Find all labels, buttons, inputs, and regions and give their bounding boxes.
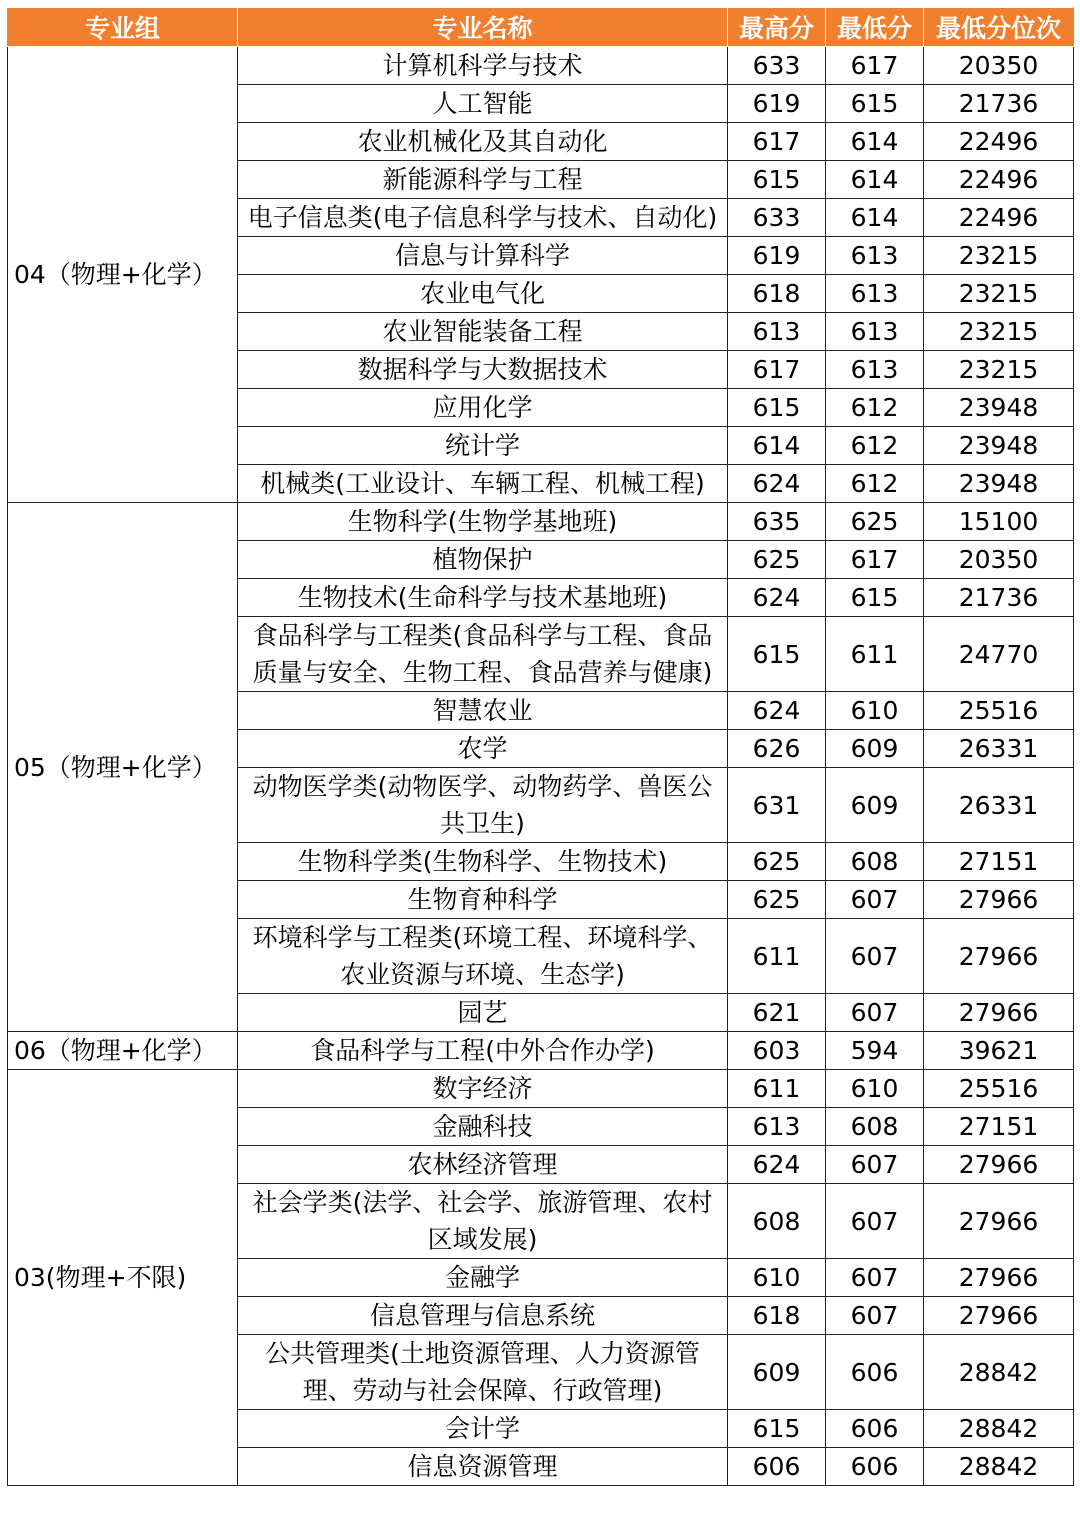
max-score-cell: 615 xyxy=(728,1410,826,1448)
min-score-cell: 607 xyxy=(826,919,924,994)
min-rank-cell: 23948 xyxy=(924,389,1074,427)
min-rank-cell: 23215 xyxy=(924,275,1074,313)
min-score-cell: 606 xyxy=(826,1335,924,1410)
max-score-cell: 606 xyxy=(728,1448,826,1486)
min-rank-cell: 23215 xyxy=(924,313,1074,351)
max-score-cell: 625 xyxy=(728,881,826,919)
major-cell: 生物科学(生物学基地班) xyxy=(238,503,728,541)
major-cell: 机械类(工业设计、车辆工程、机械工程) xyxy=(238,465,728,503)
min-rank-cell: 28842 xyxy=(924,1335,1074,1410)
max-score-cell: 625 xyxy=(728,541,826,579)
group-cell: 03(物理+不限) xyxy=(8,1070,238,1486)
header-max-score: 最高分 xyxy=(728,8,826,47)
min-rank-cell: 27151 xyxy=(924,843,1074,881)
min-rank-cell: 27966 xyxy=(924,1259,1074,1297)
min-rank-cell: 27966 xyxy=(924,994,1074,1032)
table-row xyxy=(8,503,1074,541)
min-rank-cell: 22496 xyxy=(924,123,1074,161)
major-cell: 会计学 xyxy=(238,1410,728,1448)
max-score-cell: 613 xyxy=(728,313,826,351)
major-cell: 园艺 xyxy=(238,994,728,1032)
min-rank-cell: 22496 xyxy=(924,199,1074,237)
major-cell: 金融学 xyxy=(238,1259,728,1297)
max-score-cell: 617 xyxy=(728,351,826,389)
max-score-cell: 615 xyxy=(728,389,826,427)
min-rank-cell: 27966 xyxy=(924,919,1074,994)
max-score-cell: 635 xyxy=(728,503,826,541)
header-group: 专业组 xyxy=(8,8,238,47)
header-min-score: 最低分 xyxy=(826,8,924,47)
min-score-cell: 614 xyxy=(826,161,924,199)
min-score-cell: 615 xyxy=(826,579,924,617)
min-rank-cell: 39621 xyxy=(924,1032,1074,1070)
major-cell: 环境科学与工程类(环境工程、环境科学、农业资源与环境、生态学) xyxy=(238,919,728,994)
max-score-cell: 626 xyxy=(728,730,826,768)
max-score-cell: 619 xyxy=(728,85,826,123)
min-rank-cell: 27966 xyxy=(924,1146,1074,1184)
max-score-cell: 614 xyxy=(728,427,826,465)
major-cell: 农林经济管理 xyxy=(238,1146,728,1184)
min-score-cell: 607 xyxy=(826,1297,924,1335)
min-score-cell: 607 xyxy=(826,1184,924,1259)
min-score-cell: 607 xyxy=(826,1259,924,1297)
min-score-cell: 613 xyxy=(826,275,924,313)
min-score-cell: 613 xyxy=(826,351,924,389)
table-header xyxy=(8,8,1074,47)
min-rank-cell: 22496 xyxy=(924,161,1074,199)
major-cell: 信息管理与信息系统 xyxy=(238,1297,728,1335)
min-rank-cell: 23215 xyxy=(924,351,1074,389)
major-cell: 金融科技 xyxy=(238,1108,728,1146)
min-score-cell: 609 xyxy=(826,768,924,843)
min-score-cell: 614 xyxy=(826,123,924,161)
max-score-cell: 621 xyxy=(728,994,826,1032)
major-cell: 智慧农业 xyxy=(238,692,728,730)
max-score-cell: 633 xyxy=(728,47,826,85)
major-cell: 生物技术(生命科学与技术基地班) xyxy=(238,579,728,617)
major-cell: 生物育种科学 xyxy=(238,881,728,919)
min-rank-cell: 23948 xyxy=(924,465,1074,503)
min-rank-cell: 27966 xyxy=(924,1184,1074,1259)
min-score-cell: 606 xyxy=(826,1448,924,1486)
max-score-cell: 618 xyxy=(728,1297,826,1335)
min-score-cell: 612 xyxy=(826,427,924,465)
min-score-cell: 613 xyxy=(826,237,924,275)
min-score-cell: 612 xyxy=(826,389,924,427)
min-score-cell: 607 xyxy=(826,881,924,919)
major-cell: 统计学 xyxy=(238,427,728,465)
max-score-cell: 624 xyxy=(728,692,826,730)
admission-score-table xyxy=(7,7,1074,1486)
min-rank-cell: 27966 xyxy=(924,1297,1074,1335)
min-rank-cell: 15100 xyxy=(924,503,1074,541)
min-rank-cell: 28842 xyxy=(924,1410,1074,1448)
min-rank-cell: 26331 xyxy=(924,768,1074,843)
max-score-cell: 615 xyxy=(728,161,826,199)
max-score-cell: 611 xyxy=(728,919,826,994)
max-score-cell: 615 xyxy=(728,617,826,692)
group-cell: 06（物理+化学） xyxy=(8,1032,238,1070)
table-row xyxy=(8,1032,1074,1070)
max-score-cell: 603 xyxy=(728,1032,826,1070)
group-cell: 04（物理+化学） xyxy=(8,47,238,503)
major-cell: 数字经济 xyxy=(238,1070,728,1108)
min-score-cell: 610 xyxy=(826,692,924,730)
min-rank-cell: 25516 xyxy=(924,692,1074,730)
min-score-cell: 614 xyxy=(826,199,924,237)
max-score-cell: 624 xyxy=(728,1146,826,1184)
header-row xyxy=(8,8,1074,47)
min-score-cell: 606 xyxy=(826,1410,924,1448)
min-rank-cell: 20350 xyxy=(924,47,1074,85)
major-cell: 电子信息类(电子信息科学与技术、自动化) xyxy=(238,199,728,237)
min-rank-cell: 21736 xyxy=(924,85,1074,123)
min-score-cell: 594 xyxy=(826,1032,924,1070)
min-rank-cell: 21736 xyxy=(924,579,1074,617)
min-score-cell: 608 xyxy=(826,1108,924,1146)
major-cell: 公共管理类(土地资源管理、人力资源管理、劳动与社会保障、行政管理) xyxy=(238,1335,728,1410)
major-cell: 农业电气化 xyxy=(238,275,728,313)
min-rank-cell: 26331 xyxy=(924,730,1074,768)
group-cell: 05（物理+化学） xyxy=(8,503,238,1032)
max-score-cell: 618 xyxy=(728,275,826,313)
major-cell: 动物医学类(动物医学、动物药学、兽医公共卫生) xyxy=(238,768,728,843)
table-row xyxy=(8,47,1074,85)
min-score-cell: 610 xyxy=(826,1070,924,1108)
major-cell: 人工智能 xyxy=(238,85,728,123)
min-rank-cell: 27151 xyxy=(924,1108,1074,1146)
major-cell: 社会学类(法学、社会学、旅游管理、农村区域发展) xyxy=(238,1184,728,1259)
max-score-cell: 633 xyxy=(728,199,826,237)
max-score-cell: 613 xyxy=(728,1108,826,1146)
max-score-cell: 609 xyxy=(728,1335,826,1410)
major-cell: 应用化学 xyxy=(238,389,728,427)
min-score-cell: 607 xyxy=(826,1146,924,1184)
max-score-cell: 611 xyxy=(728,1070,826,1108)
min-score-cell: 609 xyxy=(826,730,924,768)
max-score-cell: 617 xyxy=(728,123,826,161)
major-cell: 计算机科学与技术 xyxy=(238,47,728,85)
header-min-rank: 最低分位次 xyxy=(924,8,1074,47)
min-rank-cell: 28842 xyxy=(924,1448,1074,1486)
min-rank-cell: 20350 xyxy=(924,541,1074,579)
min-rank-cell: 25516 xyxy=(924,1070,1074,1108)
major-cell: 食品科学与工程类(食品科学与工程、食品质量与安全、生物工程、食品营养与健康) xyxy=(238,617,728,692)
major-cell: 数据科学与大数据技术 xyxy=(238,351,728,389)
min-rank-cell: 24770 xyxy=(924,617,1074,692)
min-score-cell: 612 xyxy=(826,465,924,503)
major-cell: 农业智能装备工程 xyxy=(238,313,728,351)
major-cell: 信息与计算科学 xyxy=(238,237,728,275)
min-rank-cell: 23948 xyxy=(924,427,1074,465)
max-score-cell: 625 xyxy=(728,843,826,881)
major-cell: 新能源科学与工程 xyxy=(238,161,728,199)
max-score-cell: 624 xyxy=(728,579,826,617)
major-cell: 食品科学与工程(中外合作办学) xyxy=(238,1032,728,1070)
min-rank-cell: 23215 xyxy=(924,237,1074,275)
max-score-cell: 610 xyxy=(728,1259,826,1297)
min-score-cell: 613 xyxy=(826,313,924,351)
major-cell: 生物科学类(生物科学、生物技术) xyxy=(238,843,728,881)
min-rank-cell: 27966 xyxy=(924,881,1074,919)
table-body xyxy=(8,47,1074,1486)
min-score-cell: 611 xyxy=(826,617,924,692)
min-score-cell: 608 xyxy=(826,843,924,881)
min-score-cell: 625 xyxy=(826,503,924,541)
min-score-cell: 617 xyxy=(826,541,924,579)
header-major: 专业名称 xyxy=(238,8,728,47)
max-score-cell: 631 xyxy=(728,768,826,843)
major-cell: 农业机械化及其自动化 xyxy=(238,123,728,161)
max-score-cell: 608 xyxy=(728,1184,826,1259)
min-score-cell: 607 xyxy=(826,994,924,1032)
major-cell: 信息资源管理 xyxy=(238,1448,728,1486)
major-cell: 植物保护 xyxy=(238,541,728,579)
table-row xyxy=(8,1070,1074,1108)
max-score-cell: 624 xyxy=(728,465,826,503)
max-score-cell: 619 xyxy=(728,237,826,275)
min-score-cell: 615 xyxy=(826,85,924,123)
major-cell: 农学 xyxy=(238,730,728,768)
min-score-cell: 617 xyxy=(826,47,924,85)
